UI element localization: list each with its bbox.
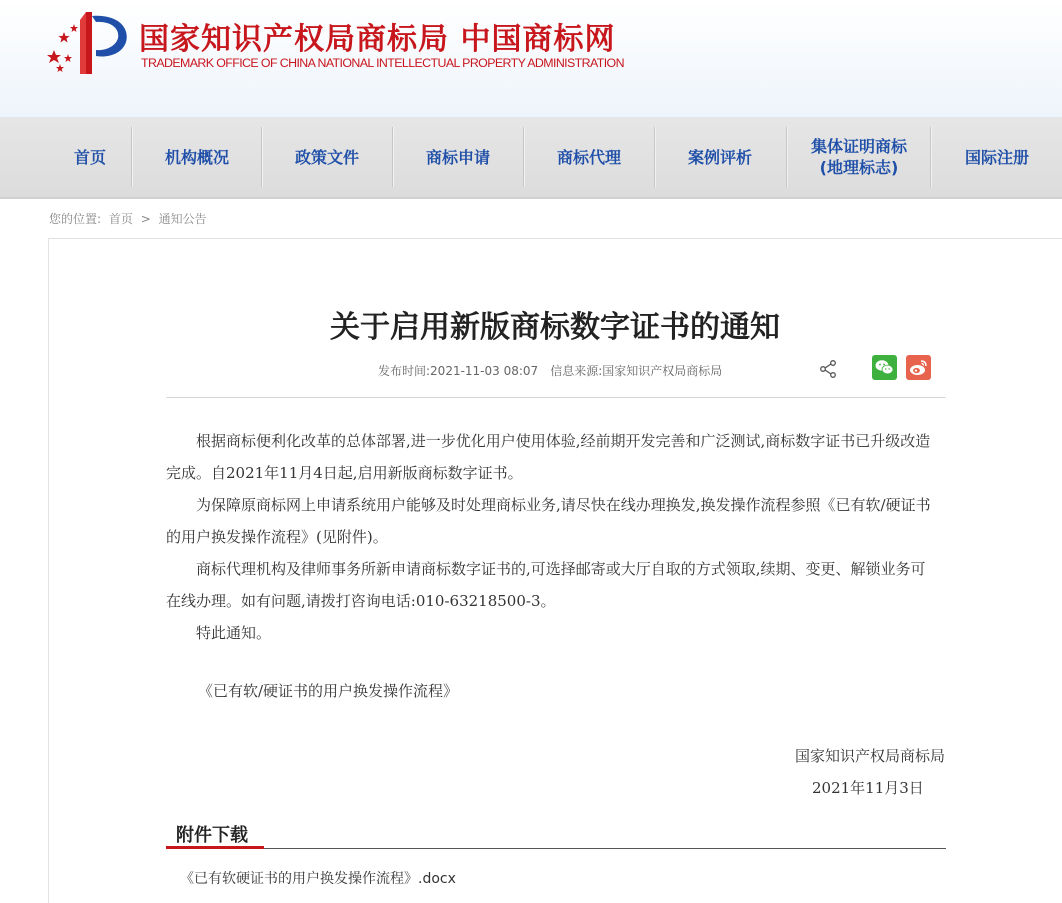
source-value: 国家知识产权局商标局 — [602, 364, 723, 378]
breadcrumb-home-link[interactable]: 首页 — [108, 212, 133, 226]
nav-item-collective-marks-line2: (地理标志) — [819, 158, 899, 177]
source-label: 信息来源: — [550, 364, 603, 378]
main-nav — [0, 117, 1062, 199]
share-icon[interactable] — [818, 359, 838, 379]
publish-label: 发布时间: — [378, 364, 431, 378]
site-title-cn: 国家知识产权局商标局 中国商标网 — [139, 22, 616, 57]
attachment-download-link[interactable]: 《已有软硬证书的用户换发操作流程》.docx — [180, 871, 456, 887]
downloads-divider-accent — [166, 846, 264, 849]
downloads-heading: 附件下载 — [176, 825, 248, 846]
nav-item-home[interactable]: 首页 — [73, 147, 106, 167]
publish-time: 2021-11-03 08:07 — [430, 364, 539, 378]
nav-item-international[interactable]: 国际注册 — [964, 147, 1029, 167]
breadcrumb — [49, 210, 211, 227]
article-meta — [378, 362, 722, 379]
attachment-reference: 《已有软/硬证书的用户换发操作流程》 — [198, 682, 459, 700]
nav-item-application[interactable]: 商标申请 — [425, 147, 490, 167]
nav-item-policy[interactable]: 政策文件 — [294, 147, 359, 167]
breadcrumb-separator: > — [140, 212, 151, 226]
signature-date: 2021年11月3日 — [812, 779, 924, 797]
nav-item-organization[interactable]: 机构概况 — [164, 147, 229, 167]
breadcrumb-prefix: 您的位置: — [49, 212, 102, 226]
article-paragraph: 商标代理机构及律师事务所新申请商标数字证书的,可选择邮寄或大厅自取的方式领取,续期、变更、解锁业务可在线办理。如有问题,请拨打咨询电话:010-63218500-3。 — [166, 560, 926, 610]
wechat-icon[interactable] — [872, 355, 897, 380]
downloads-divider — [166, 848, 946, 849]
article-body — [166, 425, 938, 649]
logo-emblem-icon[interactable] — [46, 10, 132, 76]
article-paragraph: 为保障原商标网上申请系统用户能够及时处理商标业务,请尽快在线办理换发,换发操作流程参照《已有软/硬证书的用户换发操作流程》(见附件)。 — [166, 496, 931, 546]
title-divider — [166, 397, 946, 398]
nav-item-cases[interactable]: 案例评析 — [687, 147, 752, 167]
nav-item-collective-marks-line1: 集体证明商标 — [810, 137, 907, 156]
signature-org: 国家知识产权局商标局 — [794, 747, 945, 765]
article-paragraph: 特此通知。 — [196, 624, 272, 642]
breadcrumb-current-link[interactable]: 通知公告 — [158, 212, 207, 226]
nav-item-collective-marks[interactable] — [788, 127, 930, 187]
nav-item-agency[interactable]: 商标代理 — [556, 147, 621, 167]
weibo-icon[interactable] — [906, 355, 931, 380]
site-header — [0, 0, 1062, 117]
article-title: 关于启用新版商标数字证书的通知 — [330, 310, 780, 345]
article-paragraph: 根据商标便利化改革的总体部署,进一步优化用户使用体验,经前期开发完善和广泛测试,商标数字证书已升级改造完成。自2021年11月4日起,启用新版商标数字证书。 — [166, 432, 931, 482]
site-title-en: TRADEMARK OFFICE OF CHINA NATIONAL INTELLECTUAL PROPERTY ADMINISTRATION — [141, 56, 624, 70]
